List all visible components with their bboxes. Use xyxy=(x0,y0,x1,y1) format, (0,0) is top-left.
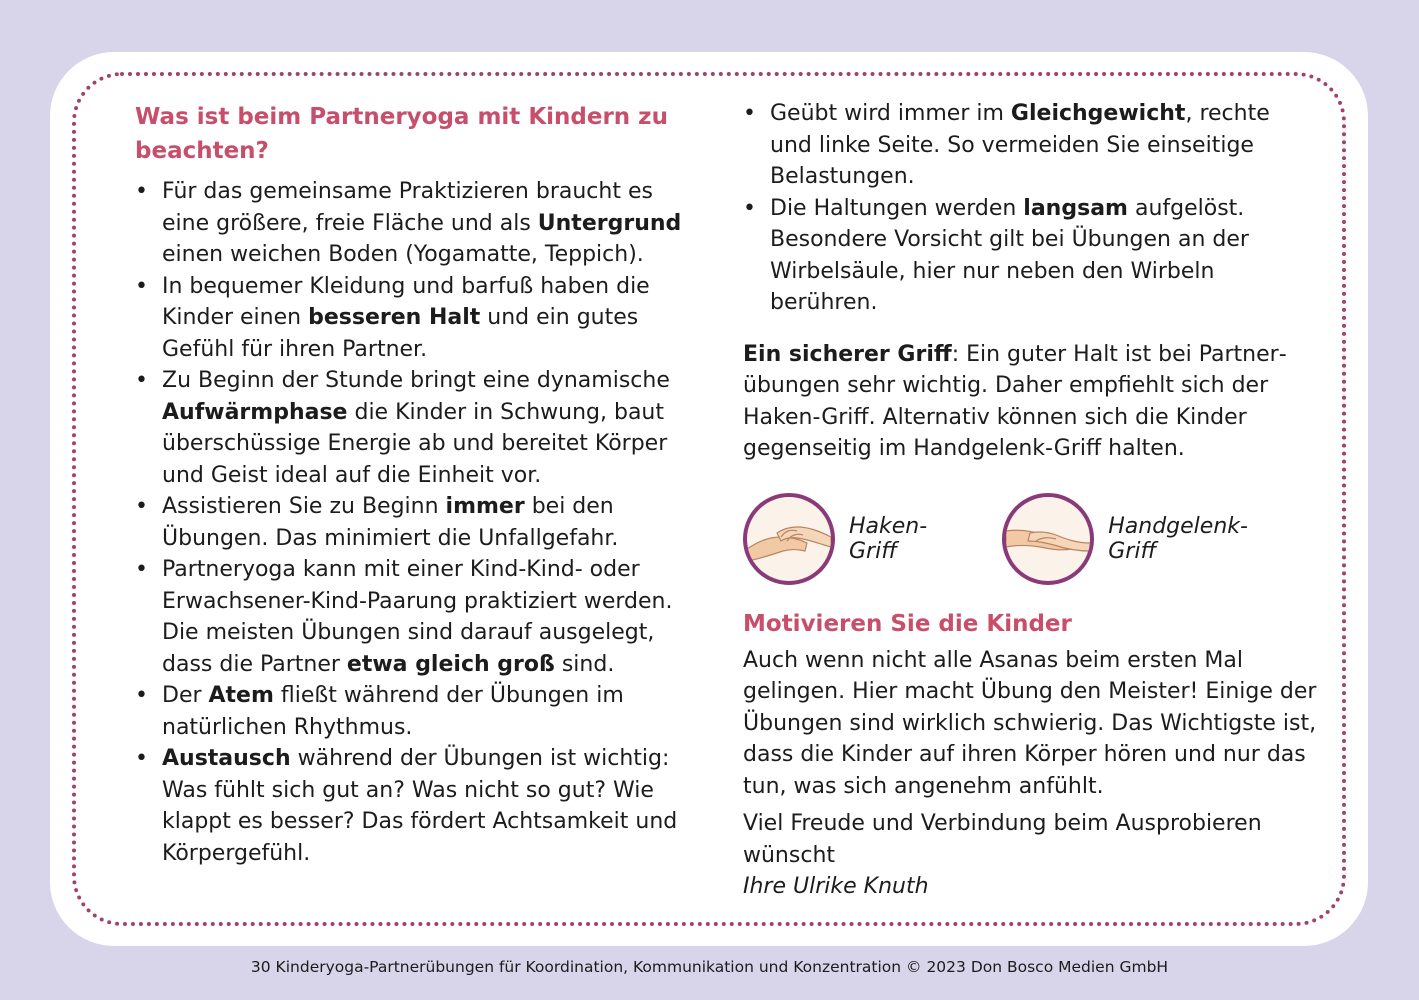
footer-copyright: 30 Kinderyoga-Partnerübungen für Koordination, Kommunikation und Konzentration © 2023 Don Bosco Medien GmbH xyxy=(250,958,1169,976)
left-column xyxy=(135,100,695,869)
wrist-grip-hands-icon xyxy=(1002,493,1094,585)
text-run: Zu Beginn der Stunde bringt eine dynamische xyxy=(162,368,670,393)
text-run: und ein gutes Gefühl für ihren Partner. xyxy=(162,305,639,362)
text-run: In bequemer Kleidung und barfuß haben die Kinder einen xyxy=(162,273,650,330)
signature: Ihre Ulrike Knuth xyxy=(743,874,929,899)
bold-text: besseren Halt xyxy=(308,305,481,330)
bold-text: etwa gleich groß xyxy=(346,651,555,677)
bold-text: Austausch xyxy=(162,746,291,771)
list-item xyxy=(135,743,695,869)
text-run: sind. xyxy=(554,651,615,677)
list-item xyxy=(135,271,695,366)
text-run: Assistieren Sie zu Beginn xyxy=(162,494,446,519)
bold-text: immer xyxy=(445,494,525,519)
bold-text: Untergrund xyxy=(537,210,682,236)
text-run: : Ein guter Halt ist bei Partnerübungen sehr wichtig. Daher empfiehlt sich der Haken-Griff. Alternativ können sich die Kinder gegenseitig im Handgelenk-Griff halten. xyxy=(743,341,1287,461)
text-run: fließt während der Übungen im natürlichen Rhythmus. xyxy=(162,683,624,740)
info-card xyxy=(50,52,1368,946)
hook-grip-hands-icon xyxy=(743,493,835,585)
text-run: , rechte und linke Seite. So vermeiden Sie einseitige Belastungen. xyxy=(770,101,1270,189)
text-run: die Kinder in Schwung, baut überschüssige Energie ab und bereitet Körper und Geist ideal auf die Einheit vor. xyxy=(162,399,668,488)
text-run: während der Übungen ist wichtig: Was fühlt sich gut an? Was nicht so gut? Wie klappt es besser? Das fördert Achtsamkeit und Körpergefühl. xyxy=(162,746,678,866)
list-item xyxy=(743,98,1318,193)
grip-hook xyxy=(743,493,956,585)
heading-partneryoga: Was ist beim Partneryoga mit Kindern zu beachten? xyxy=(135,104,668,164)
text-run: bei den Übungen. Das minimiert die Unfallgefahr. xyxy=(162,494,619,551)
grip-paragraph xyxy=(743,339,1318,465)
tips-list-continued xyxy=(743,98,1318,319)
grip-label: Haken-Griff xyxy=(849,513,928,564)
list-item xyxy=(135,554,695,680)
bold-text: Aufwärmphase xyxy=(162,399,348,425)
text-run: Geübt wird immer im xyxy=(770,101,1011,126)
right-column xyxy=(743,98,1318,903)
list-item xyxy=(135,176,695,271)
grip-label: Handgelenk-Griff xyxy=(1108,513,1248,564)
motivate-text: Auch wenn nicht alle Asanas beim ersten Mal gelingen. Hier macht Übung den Meister! Einige der Übungen sind wirklich schwierig. Das Wichtigste ist, dass die Kinder auf ihren Körper hören und nur das tun, was sich angenehm anfühlt. xyxy=(743,647,1317,799)
grip-illustrations xyxy=(743,493,1318,585)
heading-motivate: Motivieren Sie die Kinder xyxy=(743,610,1072,637)
text-run: Partneryoga kann mit einer Kind-Kind- oder Erwachsener-Kind-Paarung praktiziert werden. Die meisten Übungen sind darauf ausgelegt, dass die Partner xyxy=(162,557,673,677)
bold-text: Atem xyxy=(208,683,274,708)
bold-text: Gleichgewicht xyxy=(1010,101,1186,126)
list-item xyxy=(135,365,695,491)
text-run: aufgelöst. Besondere Vorsicht gilt bei Übungen an der Wirbelsäule, hier nur neben den Wirbeln berühren. xyxy=(770,195,1249,315)
list-item xyxy=(135,680,695,743)
list-item xyxy=(743,193,1318,319)
text-run: Für das gemeinsame Praktizieren braucht es eine größere, freie Fläche und als xyxy=(162,179,653,236)
grip-wrist xyxy=(1002,493,1272,585)
bold-text: langsam xyxy=(1023,195,1128,221)
text-run: Die Haltungen werden xyxy=(770,195,1024,221)
text-run: einen weichen Boden (Yogamatte, Teppich). xyxy=(162,242,644,267)
tips-list xyxy=(135,176,695,869)
list-item xyxy=(135,491,695,554)
bold-text: Ein sicherer Griff xyxy=(743,341,952,367)
text-run: Der xyxy=(162,683,209,708)
closing-text: Viel Freude und Verbindung beim Ausprobieren wünscht xyxy=(743,811,1262,868)
